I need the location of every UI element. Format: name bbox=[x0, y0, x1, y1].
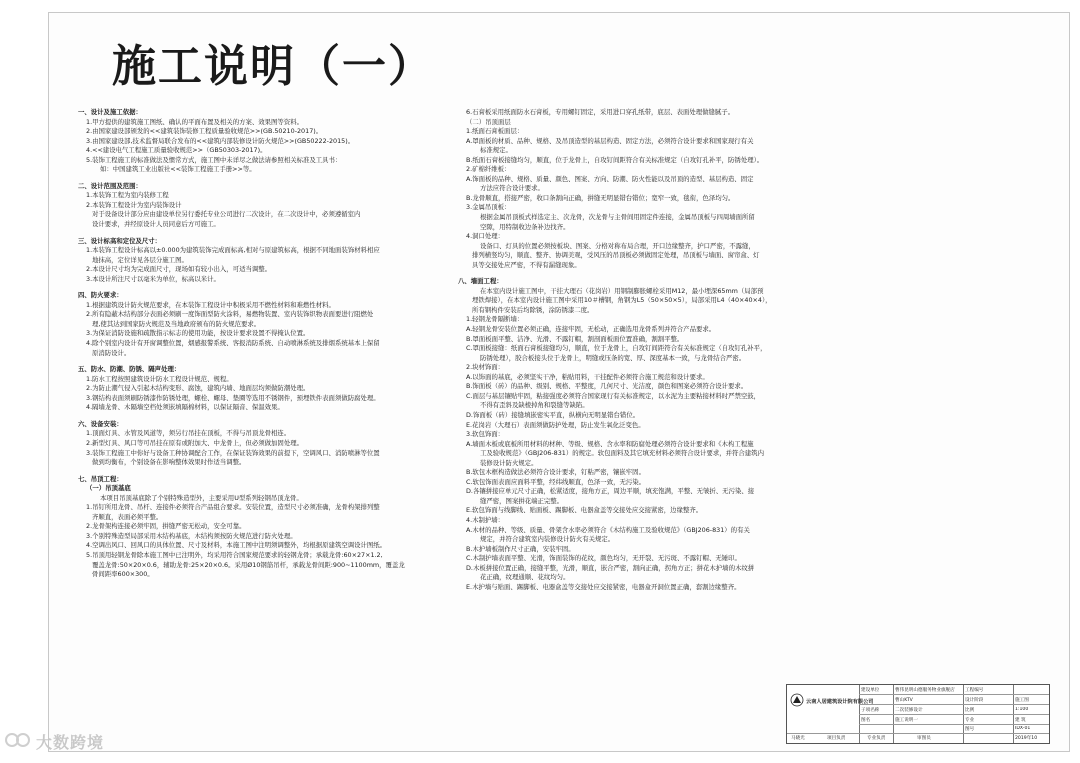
note-line: B.木护墙板制作尺寸正确，安装牢固。 bbox=[466, 544, 575, 553]
note-line: 在本室内设计施工图中，干挂大理石（花岗岩）用钢制膨胀螺栓采用M12，最小埋深65mm（局部预 bbox=[480, 286, 764, 295]
note-line: 标准规定。 bbox=[480, 146, 512, 155]
note-line: E.木护墙与贴面、踢脚板、电器盒盖等交接处应交接紧密，电器盒开洞位置正确，套割边缘整齐。 bbox=[466, 582, 741, 591]
note-line: 装修设计防火规定。 bbox=[480, 458, 538, 467]
firm-name: 云南人居建筑设计院有限公司 bbox=[806, 699, 874, 705]
note-line: 2.本装饰工程设计为室内装饰设计 bbox=[86, 200, 182, 209]
note-line: 4.空调出风口、回风口的具体位置、尺寸及材料，本施工图中注明须调整外，均根据原建筑空调设计图纸。 bbox=[86, 541, 387, 550]
note-line: 1.吊钉所用龙骨、吊杆、连接件必须符合产品组合要求。安装位置，造型尺寸必须准确，龙骨构架排列整 bbox=[86, 503, 380, 512]
note-line: 原消防设计。 bbox=[92, 348, 131, 357]
note-line: C.木制护墙表面平整、光滑，饰面装饰的花纹，颜色均匀，无开裂、无污斑、不露钉帽、无锤印。 bbox=[466, 554, 741, 563]
note-line: 七、吊顶工程： bbox=[78, 474, 123, 483]
note-line: B.饰面板（砖）的品种、级别、规格、平整度，几何尺寸、光洁度，颜色和图案必须符合设计要求。 bbox=[466, 382, 748, 391]
note-line: 地抹高，定位详见各层分施工图。 bbox=[92, 255, 188, 264]
note-line: E.软包饰面与线脚线、贴面板、踢脚板、电器盒盖等交接处应交接紧密，边缘整齐。 bbox=[466, 506, 703, 515]
note-line: 骨间距率600×300。 bbox=[92, 570, 154, 579]
note-line: （一）吊顶基底 bbox=[86, 484, 131, 493]
note-line: 二、设计范围及范围： bbox=[78, 181, 142, 190]
note-line: C.面层与基层镶贴牢固，粘接强度必须符合国家现行有关标准规定，以水泥为主要粘接材料时严禁空鼓， bbox=[466, 391, 761, 400]
note-line: 具等交接处应严密，不得有漏缝现象。 bbox=[472, 260, 581, 269]
note-line: 4.隔墙龙骨、木隔墙空档处须嵌填隔棉材料，以保证隔音、保温效果。 bbox=[86, 403, 284, 412]
note-line: C.软包饰面表面应面料平整，经纬线顺直，色泽一致，无污染。 bbox=[466, 477, 646, 486]
page-title: 施工说明（一） bbox=[112, 41, 434, 92]
project-sub: 曹山KTV bbox=[895, 698, 913, 703]
design-stage-label: 设计阶段 bbox=[965, 698, 984, 703]
note-line: 排列横竖均匀，顺直、整齐、协调美观，受风压的吊顶板必须做固定处理，吊顶板与墙面、窗帘盒、灯 bbox=[472, 251, 760, 260]
note-line: 2.由国家建设部颁发的<<建筑装饰装修工程质量验收规范>>(GB.50210-2017)。 bbox=[86, 127, 323, 136]
note-line: B.罩面板面平整、洁净、光滑、不露钉帽，割剖面板面位置准确，割割平整。 bbox=[466, 334, 684, 343]
note-line bbox=[78, 413, 450, 420]
note-line: D.各镶拼接应单元尺寸正确，松紧适度，接角方正，周边平顺，填充饱满，平整、无皱折、无污染、接 bbox=[466, 487, 755, 496]
scale-label: 比例 bbox=[965, 708, 975, 713]
note-line: 5.装饰工程施工的标准做法及惯常方式，施工图中未详尽之做法请参照相关标准及工具书： bbox=[86, 155, 342, 164]
note-line: 花正确，纹理通顺、花纹均匀。 bbox=[480, 573, 570, 582]
note-line: 2.新型灯具、风口等可吊挂在原有或附加大、中龙骨上，但必须做加固处理。 bbox=[86, 438, 303, 447]
note-line: 方法应符合设计要求。 bbox=[480, 184, 544, 193]
sheet-no-value: IDX-01 bbox=[1015, 726, 1031, 731]
note-line: 4.除个别室内设计有开窗调整位置，烟感报警系统、客报消防系统、自动喷淋系统及排烟系统基本上保留 bbox=[86, 339, 380, 348]
note-line: 4.<<建设电气工程施工质量验收规范>>（GB50303-2017)。 bbox=[86, 146, 267, 155]
note-line: C.罩面板接缝：纸面石膏板接缝均匀，顺直，位于龙骨上，自攻钉间距符合有关标准规定（自攻钉孔补平， bbox=[466, 344, 767, 353]
discipline-label: 专业 bbox=[965, 718, 975, 723]
person-1: 马晓光 bbox=[791, 736, 805, 741]
note-line: E.花岗岩（大理石）表面须做防护处理，防止发生氧化泛变色。 bbox=[466, 420, 645, 429]
note-line: 设计要求，并经原设计人员同意后方可施工。 bbox=[92, 220, 220, 229]
note-line bbox=[458, 270, 818, 277]
note-line: 1.根据建筑设计防火规范要求，在本装饰工程设计中积极采用不燃性材料和难燃性材料。 bbox=[86, 300, 335, 309]
note-line: 对于设备设计部分应由建设单位另行委托专业公司进行二次设计，在二次设计中，必须遵循室内 bbox=[92, 210, 361, 219]
note-line bbox=[78, 358, 450, 365]
note-line: 1.顶面灯具、水管及风道等，须另行吊挂在顶板，不得与吊顶龙骨相连。 bbox=[86, 429, 291, 438]
note-line: 如：中国建筑工业出版社<<装饰工程施工手册>>等。 bbox=[100, 165, 256, 174]
note-line: 3.金属吊顶板： bbox=[466, 203, 511, 212]
design-stage-value: 施工图 bbox=[1015, 698, 1029, 703]
note-line: 三、设计标高和定位及尺寸： bbox=[78, 236, 162, 245]
note-line: 2.矿棉纤维板： bbox=[466, 165, 511, 174]
note-line: 规定，并符合建筑室内装修设计防火有关规定。 bbox=[480, 535, 615, 544]
note-line: 2.所有隐蔽木结构部分表面必须刷一度饰面型防火涂料，易燃物装置、室内装饰织物表面要进行阻燃处 bbox=[86, 310, 374, 319]
note-line: 2.为防止潮气侵入引起木结构变形、腐蚀，建筑内墙、地面层均须做防潮处理。 bbox=[86, 384, 310, 393]
note-line: 3.钢结构表面须刷防锈漆作防锈处理，螺栓、螺母、垫圈等选用不锈钢件，预埋铁件表面须做防腐处理。 bbox=[86, 393, 380, 402]
firm-logo-icon bbox=[790, 693, 804, 707]
note-line: 3.本设计所注尺寸以毫米为单位，标高以米计。 bbox=[86, 274, 220, 283]
note-line: 五、防水、防潮、防锈、隔声处理： bbox=[78, 365, 181, 374]
note-line: 1.轻钢龙骨隔断墙： bbox=[466, 315, 524, 324]
note-line: 3.软包饰面： bbox=[466, 430, 505, 439]
note-line: 4.木制护墙： bbox=[466, 515, 505, 524]
note-line: 齐顺直，表面必须平整。 bbox=[92, 512, 163, 521]
note-line: 一、设计及施工依据： bbox=[78, 108, 142, 116]
note-line: 本项目吊顶基底除了个别特殊造型外，主要采用U型系列轻钢吊顶龙骨。 bbox=[100, 493, 303, 502]
note-line: （二）吊顶面层 bbox=[466, 117, 511, 126]
note-line: 不得有歪斜及缺棱掉角和裂缝等缺陷。 bbox=[480, 401, 589, 410]
note-line: A.墙面木板或底板所用材料的材种、等级、规格、含水率和防腐处理必须符合设计要求和《木构工程施 bbox=[466, 439, 754, 448]
discipline-value: 建 筑 bbox=[1015, 718, 1026, 723]
note-line: B.软包木框构造做法必须符合设计要求，钉粘严密，镶嵌牢固。 bbox=[466, 468, 645, 477]
note-line: 1.纸面石膏板面层： bbox=[466, 127, 524, 136]
note-line: 2.本设计尺寸均为完成面尺寸，现场如有较小出入，可适当调整。 bbox=[86, 265, 272, 274]
note-line: 3.由国家建设部,技术监督局联合发布的<<建筑内部装修设计防火规范>>(GB50222-2015)。 bbox=[86, 136, 355, 145]
note-line: 工及验收规范》（GBJ206-831）的规定。软包面料及其它填充材料必须符合设计要求，并符合建筑内 bbox=[480, 449, 764, 458]
note-line: B.龙骨顺直，搭接严密，收口条割向正确，拼缝无明显错台错位；宽窄一致，毯衔，色泽均匀。 bbox=[466, 193, 735, 202]
note-line: A.罩面板的材质、品种、规格、及吊顶造型的基层构造、固定方法，必须符合设计要求和国家现行有关 bbox=[466, 136, 754, 145]
note-line: 防锈处理），胶合板接头位于龙骨上，明缝或压条的宽、厚、深度基本一致，与龙骨结合严密。 bbox=[480, 353, 746, 362]
note-line: 所有钢构件安装后均除锈，涂防锈漆二度。 bbox=[472, 305, 594, 314]
person-3: 专业负责 bbox=[867, 736, 886, 741]
person-2: 项目负责 bbox=[827, 736, 846, 741]
drawing-label: 图名 bbox=[861, 718, 871, 723]
note-line: B.纸面石膏板接缝均匀，顺直，位于龙骨上，自攻钉间距符合有关标准规定（自攻钉孔补平，防锈处理）。 bbox=[466, 155, 764, 164]
note-line: 根据金属吊顶板式样选定主、次龙骨，次龙骨与主骨间用固定件连接，金属吊顶板与四周墙面所留 bbox=[480, 213, 755, 222]
no-label: 工程编号 bbox=[965, 688, 984, 693]
note-line: 做到均衡布，个别设备在影响整体效果时作适当调整。 bbox=[92, 458, 246, 467]
note-line: 1.防水工程按照建筑设计防水工程设计规范、规程。 bbox=[86, 374, 233, 383]
note-line bbox=[78, 175, 450, 182]
note-line: 六、设备安装： bbox=[78, 419, 123, 428]
note-line: 3.为保证消防设施和疏散指示标志的使用功能，按设计要求设置不得掩认位置。 bbox=[86, 329, 310, 338]
date-value: 2019年10 bbox=[1015, 736, 1038, 741]
note-line: 理,使其达到国家防火规范及当地政府颁布的防火规范要求。 bbox=[92, 319, 261, 328]
title-block bbox=[786, 684, 1050, 744]
sheet-no-label: 图号 bbox=[965, 727, 975, 732]
note-line: 4.洞口处理： bbox=[466, 232, 505, 241]
drawing-value: 施工说明一 bbox=[895, 718, 918, 723]
note-line: 埋铁焊接），在本室内设计施工图中采用10＃槽钢，角钢为L5（50×50×5），局部采用L4（40×40×4）， bbox=[472, 296, 772, 305]
note-line: D.木板拼接位置正确，接缝平整，光滑，顺直，嵌合严密，割向正确，拐角方正；拼花木护墙的木纹拼 bbox=[466, 563, 755, 572]
subproject-label: 子项名称 bbox=[861, 708, 880, 713]
person-4: 审图员 bbox=[917, 736, 931, 741]
note-line: 3.装饰工程施工中你好与设备工种协调配合工作，在保证装饰效果的前提下，空调风口、消防喷淋等位置 bbox=[86, 448, 380, 457]
note-line bbox=[78, 230, 450, 237]
note-line: A.饰面板的品种、规格、质量、颜色、图案、方向、防潮、防火性能以及吊顶的造型、基层构造、固定 bbox=[466, 174, 754, 183]
scale-value: 1:100 bbox=[1015, 707, 1029, 712]
note-line: 2.块材饰面： bbox=[466, 363, 505, 372]
project-label: 建设单位 bbox=[861, 688, 880, 693]
project-value: 曹伟昆明山德服务物业旗舰店 bbox=[895, 688, 955, 693]
notes-column-right bbox=[458, 108, 818, 592]
note-line: A.轻钢龙骨安装位置必须正确，连接牢固，无松动，正确选用龙骨系列并符合产品要求。 bbox=[466, 325, 716, 334]
note-line: 八、墙面工程： bbox=[458, 277, 503, 286]
note-line: 1.甲方提供的建筑施工图纸、确认的平面布置及相关的方案、效果图等资料。 bbox=[86, 117, 303, 126]
note-line: 2.龙骨架构连接必须牢固，拼缝严密无松动，安全可靠。 bbox=[86, 522, 246, 531]
note-line: 6.石膏板采用纸面防水石膏板，专用螺钉固定，采用进口穿孔纸带，底层、表面处理做缝腻子。 bbox=[466, 108, 735, 116]
note-line: 空隙，用特制收边条补边找齐。 bbox=[480, 222, 570, 231]
note-line bbox=[78, 284, 450, 291]
watermark-text: 大数跨境 bbox=[36, 733, 105, 752]
note-line: 缝严密，图案拼花端正完整。 bbox=[480, 496, 564, 505]
notes-column-left bbox=[78, 108, 450, 580]
note-line: A.以饰面的基底，必须坚实干净，粘贴用料，干挂配件必须符合施工规范和设计要求。 bbox=[466, 372, 709, 381]
note-line: A.木材的品种、等级、质量、骨架含水率必须符合《木结构施工及验收规范》（GBJ206-831）的有关 bbox=[466, 525, 750, 534]
note-line: 5.吊顶用轻钢龙骨除本施工图中已注明外，均采用符合国家规范要求的轻钢龙骨；承载龙骨:60×27×1.2, bbox=[86, 550, 383, 559]
note-line: 3.个别特殊造型局部采用木结构基底，木结构须按防火规范进行防火处理。 bbox=[86, 531, 297, 540]
note-line bbox=[78, 468, 450, 475]
subproject-value: 二次装修设计 bbox=[895, 708, 923, 713]
note-line: 覆盖龙骨:50×20×0.6，辅助龙骨:25×20×0.6。采用Ø10钢筋吊杆，承载龙骨间距:900~1100mm，覆盖龙 bbox=[92, 560, 405, 569]
note-line: 四、防火要求： bbox=[78, 291, 123, 300]
note-line: 设备口、灯具的位置必须按板块、图案、分格对称布局合理，开口边缘整齐，护口严密，不露缝， bbox=[480, 241, 755, 250]
note-line: 1.本装饰工程设计标高以±0.000为建筑装饰完成面标高,相对与原建筑标高，根据不同地面装饰材料相应 bbox=[86, 246, 380, 255]
note-line: D.饰面板（砖）接缝填嵌密实平直，纵横向无明显错台错位。 bbox=[466, 410, 640, 419]
watermark-logo-icon bbox=[4, 731, 34, 749]
note-line: 1.本装饰工程为室内装修工程 bbox=[86, 191, 169, 200]
